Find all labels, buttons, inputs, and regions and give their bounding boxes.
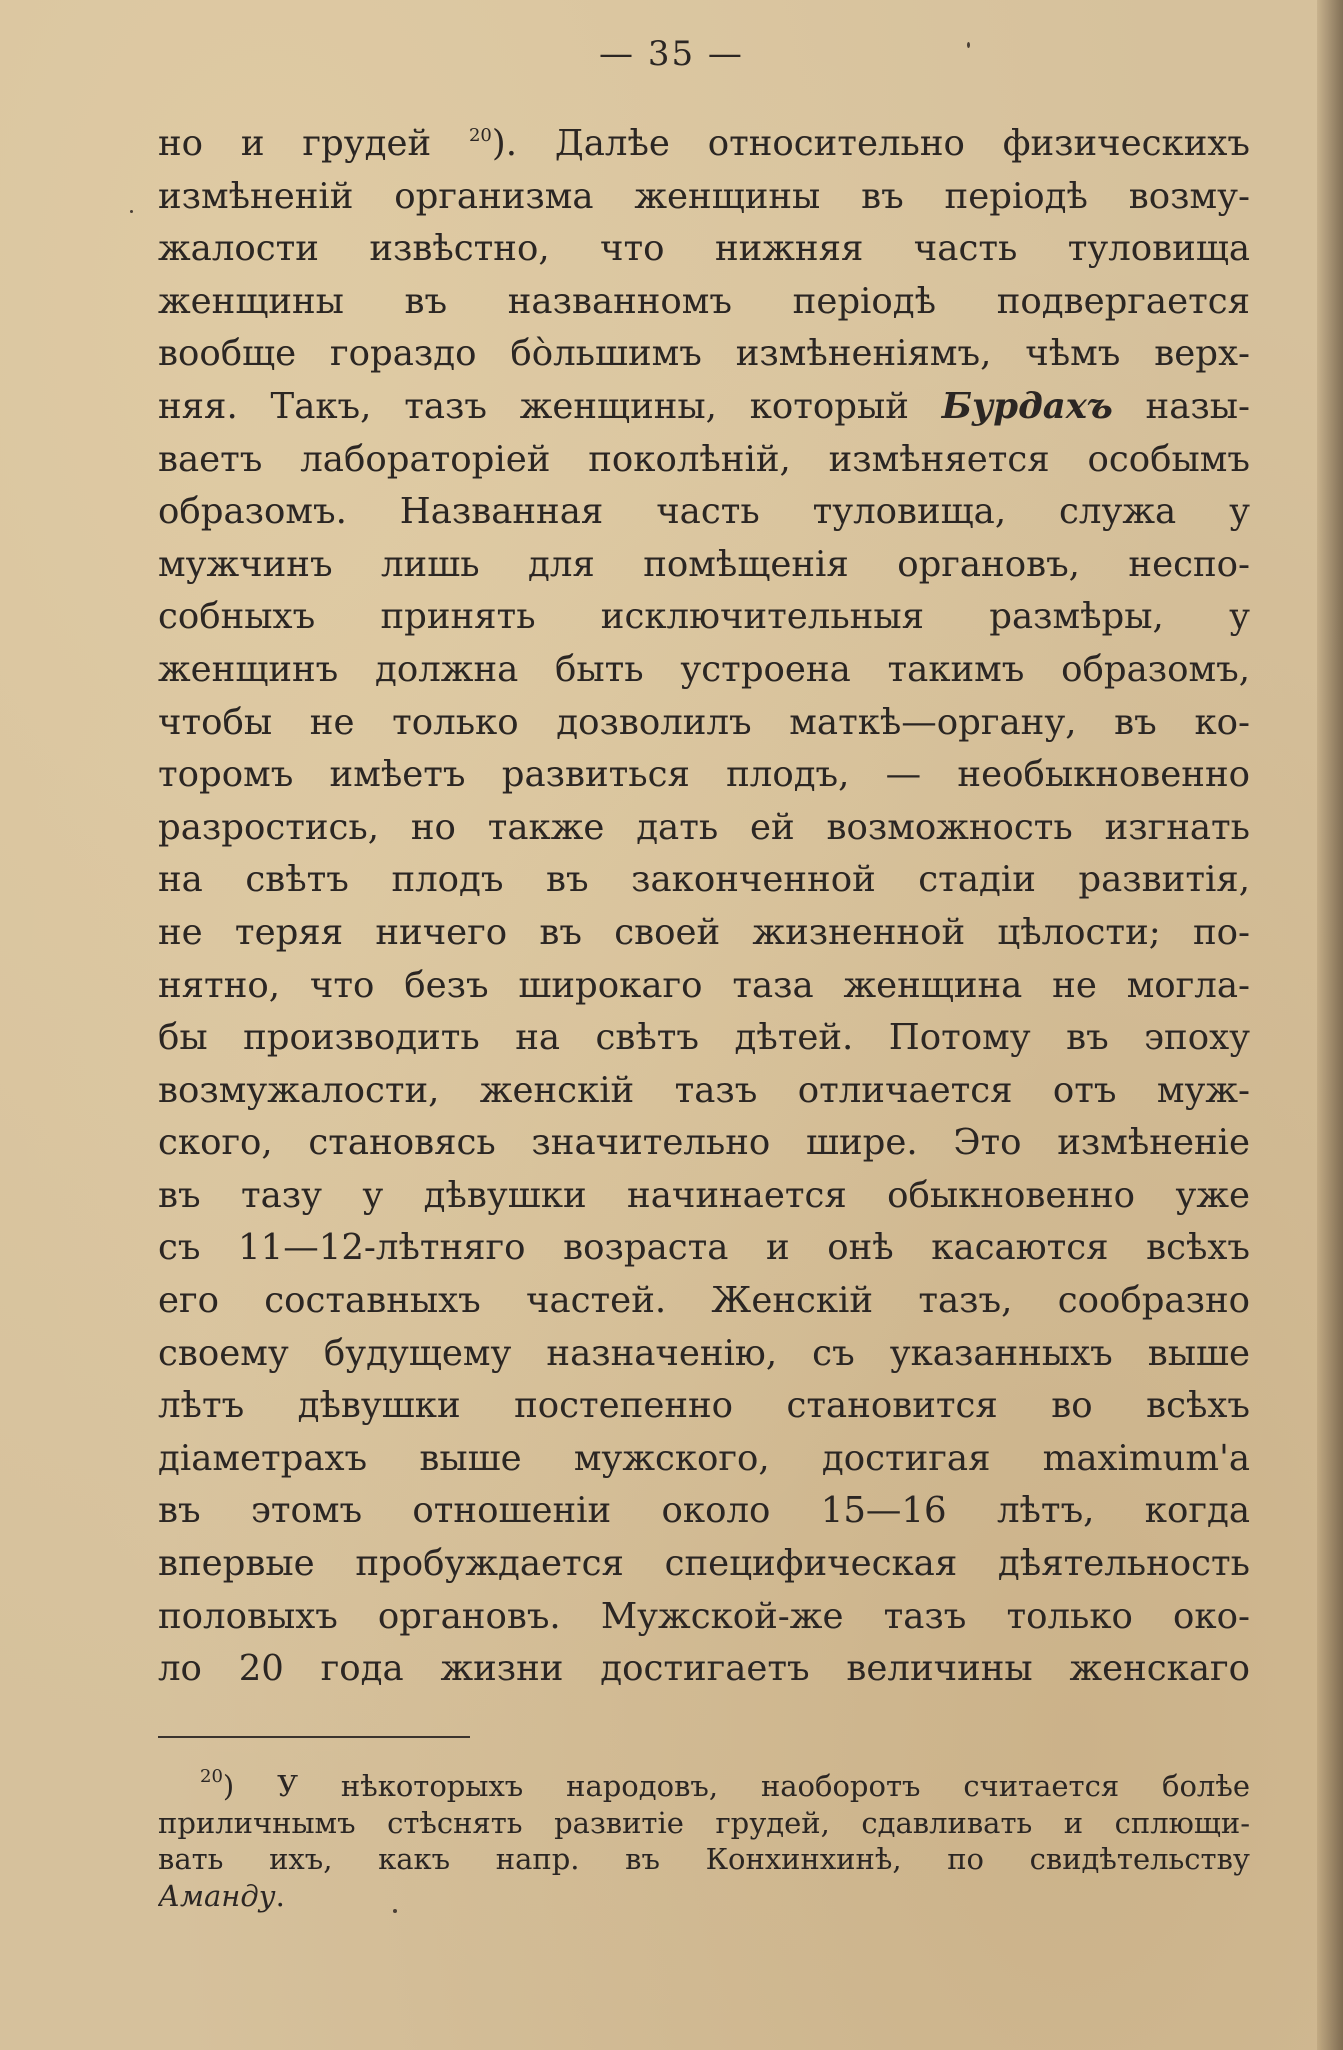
text-run: съ 11—12-лѣтняго возраста и онѣ касаются всѣхъ	[158, 1227, 1250, 1269]
text-run: торомъ имѣетъ развиться плодъ, — необыкновенно	[158, 754, 1250, 796]
text-run: жалости извѣстно, что нижняя часть туловища	[158, 228, 1250, 270]
ink-speck	[393, 1909, 397, 1913]
ink-speck	[967, 42, 970, 48]
footnote-separator	[158, 1736, 470, 1738]
text-run: чтобы не только дозволилъ маткѣ—органу, въ ко-	[158, 701, 1250, 743]
text-run: не теряя ничего въ своей жизненной цѣлости; по-	[158, 911, 1250, 953]
body-line	[158, 1222, 1250, 1275]
footnote-line	[158, 1768, 1250, 1805]
body-line	[158, 591, 1250, 644]
text-run: ). Далѣе относительно физическихъ	[491, 123, 1250, 164]
footnote-block	[158, 1768, 1250, 1914]
text-run: въ тазу у дѣвушки начинается обыкновенно уже	[158, 1174, 1250, 1216]
text-run: назы-	[1112, 385, 1250, 427]
body-line	[158, 223, 1250, 276]
body-line	[158, 171, 1250, 224]
body-line	[158, 1065, 1250, 1118]
footnote-marker: 20	[200, 1768, 223, 1787]
text-run: діаметрахъ выше мужского, достигая maximum'а	[158, 1437, 1250, 1479]
text-run: въ этомъ отношеніи около 15—16 лѣтъ, когда	[158, 1490, 1250, 1532]
text-run: своему будущему назначенію, съ указанныхъ выше	[158, 1332, 1250, 1374]
text-run: няя. Такъ, тазъ женщины, который	[158, 385, 942, 427]
body-line	[158, 1328, 1250, 1381]
ink-speck	[130, 210, 133, 213]
body-line	[158, 1380, 1250, 1433]
text-run: ло 20 года жизни достигаетъ величины женскаго	[158, 1648, 1250, 1690]
footnote-marker: 20	[468, 125, 492, 146]
text-run: вообще гораздо бо̀льшимъ измѣненіямъ, чѣмъ верх-	[158, 333, 1250, 375]
text-run: ваетъ лабораторіей поколѣній, измѣняется особымъ	[158, 438, 1250, 480]
page-number: — 35 —	[599, 34, 744, 74]
text-run: измѣненій организма женщины въ періодѣ возму-	[158, 175, 1250, 217]
text-run: половыхъ органовъ. Мужской-же тазъ только око-	[158, 1595, 1250, 1637]
text-run: приличнымъ стѣснять развитіе грудей, сдавливать и сплющи-	[158, 1805, 1250, 1840]
body-line	[158, 960, 1250, 1013]
text-run: разростись, но также дать ей возможность изгнать	[158, 806, 1250, 848]
body-line	[158, 434, 1250, 487]
body-line	[158, 1485, 1250, 1538]
main-text-block	[158, 118, 1250, 1696]
body-line	[158, 1538, 1250, 1591]
body-line	[158, 276, 1250, 329]
text-run: лѣтъ дѣвушки постепенно становится во всѣхъ	[158, 1385, 1250, 1427]
author-name: Аманду	[158, 1878, 276, 1913]
text-run: впервые пробуждается специфическая дѣятельность	[158, 1543, 1250, 1585]
body-line	[158, 1170, 1250, 1223]
body-line	[158, 1433, 1250, 1486]
body-line	[158, 1012, 1250, 1065]
text-run: женщинъ должна быть устроена такимъ образомъ,	[158, 648, 1250, 690]
text-run: нятно, что безъ широкаго таза женщина не могла-	[158, 964, 1250, 1006]
body-line	[158, 381, 1250, 434]
text-run: но и грудей	[158, 123, 469, 164]
footnote-line	[158, 1841, 1250, 1878]
body-line	[158, 644, 1250, 697]
text-run: ) У нѣкоторыхъ народовъ, наоборотъ считается болѣе	[222, 1769, 1250, 1803]
body-line	[158, 118, 1250, 171]
page-edge-shadow	[1317, 0, 1343, 2050]
body-line	[158, 539, 1250, 592]
text-run: возмужалости, женскій тазъ отличается отъ муж-	[158, 1069, 1250, 1111]
text-run: образомъ. Названная часть туловища, служа у	[158, 491, 1250, 533]
text-run: .	[275, 1878, 285, 1913]
text-run: на свѣтъ плодъ въ законченной стадіи развитія,	[158, 859, 1250, 901]
text-run: бы производить на свѣтъ дѣтей. Потому въ эпоху	[158, 1017, 1250, 1059]
body-line	[158, 1591, 1250, 1644]
body-line	[158, 697, 1250, 750]
author-name: Бурдахъ	[941, 385, 1113, 427]
footnote-line	[158, 1805, 1250, 1842]
text-run: женщины въ названномъ періодѣ подвергается	[158, 280, 1250, 322]
body-line	[158, 1275, 1250, 1328]
body-line	[158, 328, 1250, 381]
footnote-line	[158, 1878, 1250, 1915]
body-line	[158, 907, 1250, 960]
body-line	[158, 486, 1250, 539]
body-line	[158, 1643, 1250, 1696]
body-line	[158, 854, 1250, 907]
text-run: его составныхъ частей. Женскій тазъ, сообразно	[158, 1280, 1250, 1322]
text-run: вать ихъ, какъ напр. въ Конхинхинѣ, по свидѣтельству	[158, 1842, 1250, 1876]
body-line	[158, 749, 1250, 802]
text-run: мужчинъ лишь для помѣщенія органовъ, неспо-	[158, 543, 1250, 585]
body-line	[158, 802, 1250, 855]
body-line	[158, 1117, 1250, 1170]
text-run: собныхъ принять исключительныя размѣры, у	[158, 596, 1250, 638]
text-run: ского, становясь значительно шире. Это измѣненіе	[158, 1122, 1250, 1164]
